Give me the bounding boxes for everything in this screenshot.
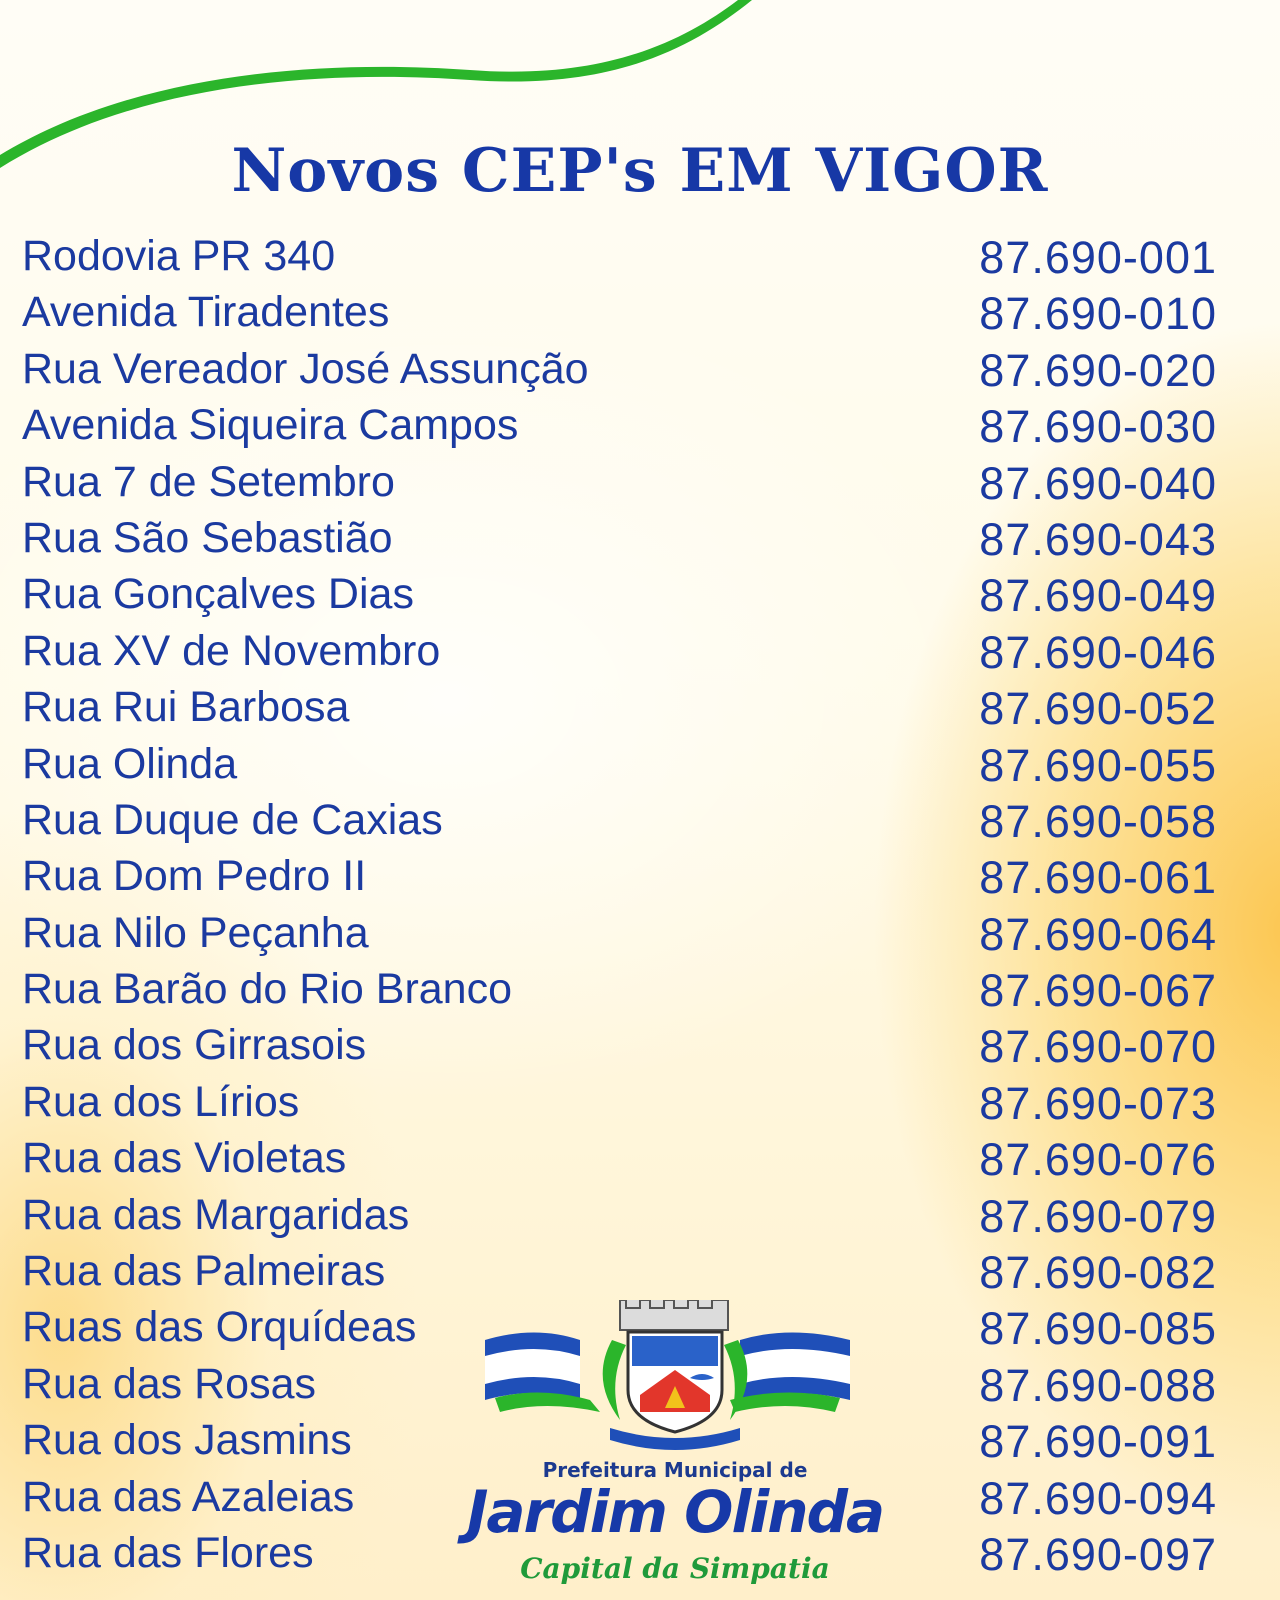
- cep-code: 87.690-064: [979, 908, 1217, 960]
- cep-code: 87.690-070: [979, 1021, 1217, 1073]
- list-item: [22, 1243, 1217, 1299]
- cep-code: 87.690-030: [979, 401, 1217, 453]
- list-item: [22, 736, 1217, 792]
- cep-code: 87.690-052: [979, 683, 1217, 735]
- list-item: [22, 341, 1217, 397]
- logo-slogan: Capital da Simpatia: [520, 1552, 830, 1585]
- cep-code: 87.690-046: [979, 626, 1217, 678]
- cep-code: 87.690-076: [979, 1134, 1217, 1186]
- street-name: Rua dos Girrasois: [22, 1021, 367, 1070]
- street-name: Rua das Palmeiras: [22, 1247, 386, 1296]
- street-name: Rua XV de Novembro: [22, 626, 441, 675]
- cep-code: 87.690-094: [979, 1472, 1217, 1524]
- list-item: [22, 905, 1217, 961]
- logo-top-line: Prefeitura Municipal de: [542, 1458, 808, 1482]
- cep-code: 87.690-043: [979, 513, 1217, 565]
- list-item: [22, 454, 1217, 510]
- list-item: [22, 1017, 1217, 1073]
- city-logo: [440, 1300, 910, 1600]
- cep-code: 87.690-088: [979, 1359, 1217, 1411]
- cep-code: 87.690-055: [979, 739, 1217, 791]
- cep-code: 87.690-091: [979, 1416, 1217, 1468]
- cep-code: 87.690-049: [979, 570, 1217, 622]
- cep-code: 87.690-079: [979, 1190, 1217, 1242]
- street-name: Rua das Rosas: [22, 1359, 316, 1408]
- street-name: Rua das Violetas: [22, 1134, 347, 1183]
- list-item: [22, 1187, 1217, 1243]
- street-name: Rua São Sebastião: [22, 513, 393, 562]
- cep-code: 87.690-067: [979, 965, 1217, 1017]
- list-item: [22, 397, 1217, 453]
- list-item: [22, 510, 1217, 566]
- list-item: [22, 961, 1217, 1017]
- cep-code: 87.690-020: [979, 344, 1217, 396]
- cep-code: 87.690-058: [979, 795, 1217, 847]
- cep-code: 87.690-073: [979, 1077, 1217, 1129]
- street-name: Rua Rui Barbosa: [22, 683, 350, 732]
- street-name: Rua das Azaleias: [22, 1472, 355, 1521]
- list-item: [22, 284, 1217, 340]
- list-item: [22, 848, 1217, 904]
- street-name: Avenida Siqueira Campos: [22, 401, 519, 450]
- list-item: [22, 1074, 1217, 1130]
- list-item: [22, 623, 1217, 679]
- cep-code: 87.690-061: [979, 852, 1217, 904]
- list-item: [22, 679, 1217, 735]
- logo-city-name: Jardim Olinda: [466, 1478, 884, 1546]
- street-name: Rua Barão do Rio Branco: [22, 965, 513, 1014]
- cep-code: 87.690-085: [979, 1303, 1217, 1355]
- cep-code: 87.690-097: [979, 1528, 1217, 1580]
- street-name: Rua Duque de Caxias: [22, 795, 443, 844]
- street-name: Rua 7 de Setembro: [22, 457, 395, 506]
- street-name: Rodovia PR 340: [22, 232, 336, 280]
- street-name: Rua dos Jasmins: [22, 1416, 352, 1465]
- cep-code: 87.690-040: [979, 457, 1217, 509]
- list-item: [22, 228, 1217, 284]
- cep-code: 87.690-010: [979, 288, 1217, 340]
- street-name: Avenida Tiradentes: [22, 288, 390, 337]
- street-name: Rua Olinda: [22, 739, 238, 788]
- list-item: [22, 566, 1217, 622]
- cep-code: 87.690-001: [979, 232, 1217, 283]
- street-name: Rua das Margaridas: [22, 1190, 410, 1239]
- street-name: Rua Vereador José Assunção: [22, 344, 589, 393]
- list-item: [22, 1130, 1217, 1186]
- page-title: Novos CEP's EM VIGOR: [231, 136, 1049, 206]
- list-item: [22, 792, 1217, 848]
- street-name: Rua Nilo Peçanha: [22, 908, 369, 957]
- cep-code: 87.690-082: [979, 1247, 1217, 1299]
- street-name: Rua das Flores: [22, 1528, 314, 1577]
- street-name: Rua Dom Pedro II: [22, 852, 367, 901]
- coat-of-arms-emblem: [440, 1300, 910, 1460]
- street-name: Rua Gonçalves Dias: [22, 570, 414, 619]
- street-name: Ruas das Orquídeas: [22, 1303, 417, 1352]
- street-name: Rua dos Lírios: [22, 1077, 300, 1126]
